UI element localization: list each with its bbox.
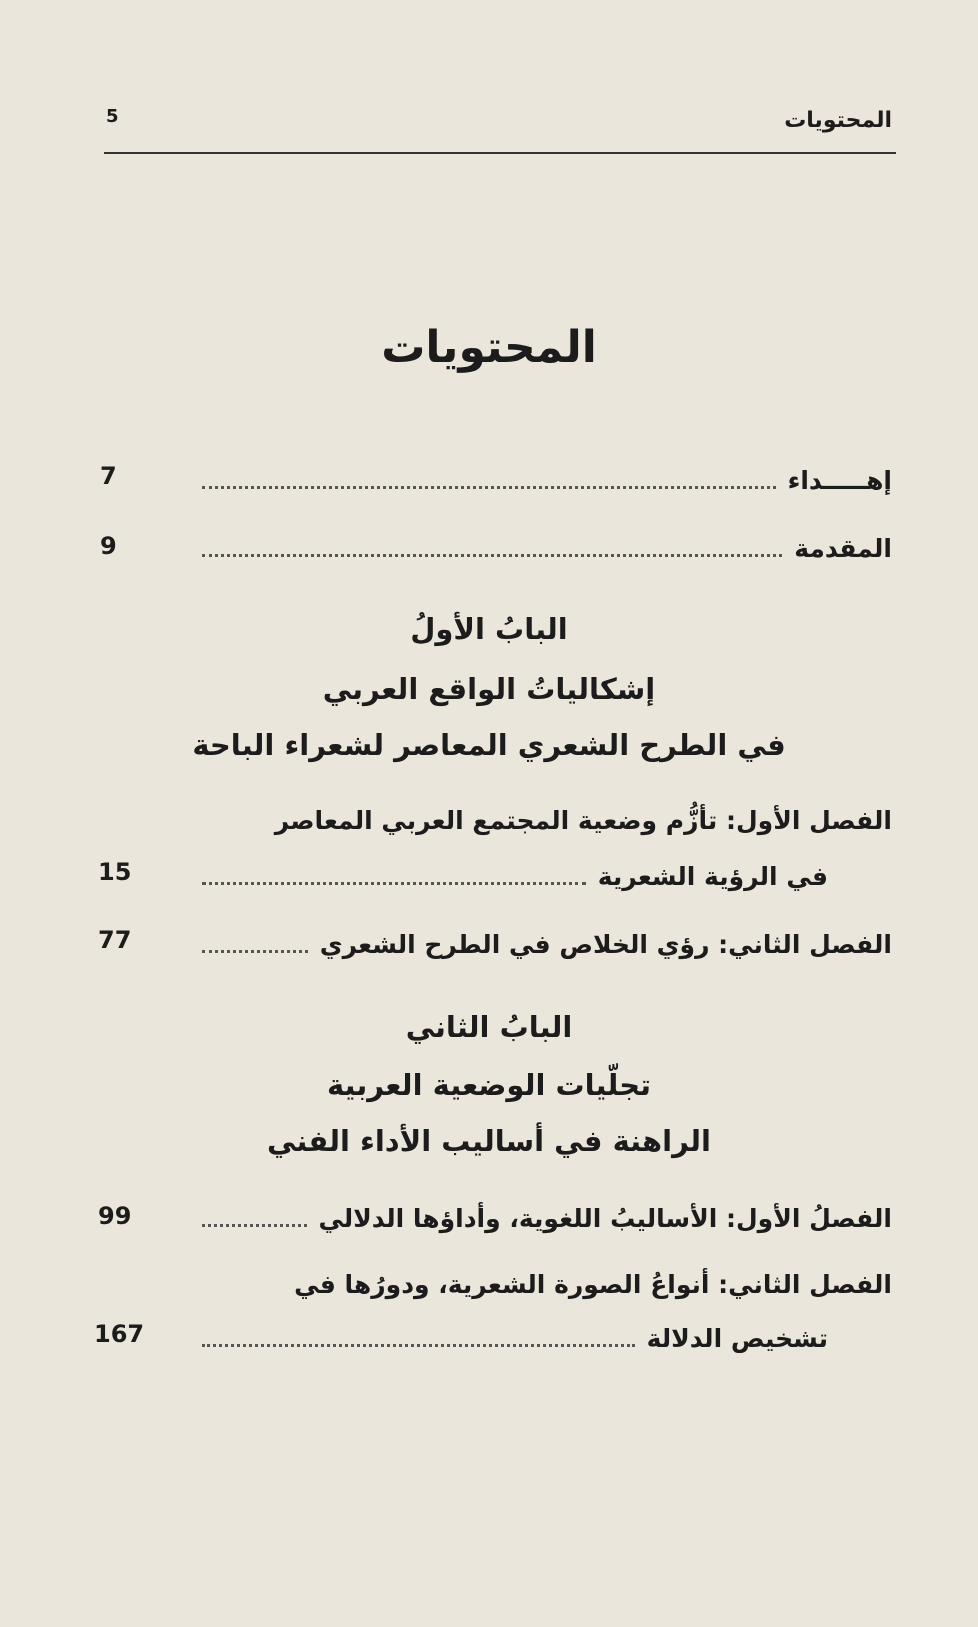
part2-heading: البابُ الثاني	[405, 1010, 573, 1044]
dot-leader	[202, 940, 308, 953]
dot-leader	[202, 1334, 635, 1347]
header-page-number: 5	[106, 106, 119, 127]
toc-entry-label: الفصل الثاني: رؤي الخلاص في الطرح الشعري	[319, 930, 892, 959]
toc-entry-label: في الرؤية الشعرية	[597, 862, 828, 891]
toc-entry-part1-ch1	[190, 862, 828, 891]
running-title: المحتويات	[784, 108, 892, 133]
header-rule	[104, 152, 896, 154]
dot-leader	[202, 872, 586, 885]
toc-page-number: 15	[98, 858, 132, 886]
toc-page-number: 9	[100, 532, 117, 560]
toc-entry-dedication	[190, 466, 892, 495]
dot-leader	[202, 544, 782, 557]
part1-subtitle-2: في الطرح الشعري المعاصر لشعراء الباحة	[192, 728, 786, 762]
part1-heading: البابُ الأولُ	[410, 612, 568, 646]
toc-entry-part2-ch2	[190, 1324, 828, 1353]
toc-entry-label: إهـــــداء	[787, 466, 892, 495]
part1-chapter1-line1: الفصل الأول: تأزُّم وضعية المجتمع العربي المعاصر	[274, 806, 892, 835]
toc-entry-label: الفصلُ الأول: الأساليبُ اللغوية، وأداؤها الدلالي	[318, 1204, 892, 1233]
toc-page-number: 7	[100, 462, 117, 490]
toc-page-number: 77	[98, 926, 132, 954]
toc-entry-label: المقدمة	[794, 534, 892, 563]
toc-entry-label: تشخيص الدلالة	[646, 1324, 828, 1353]
part2-subtitle: تجلّيات الوضعية العربية	[326, 1068, 652, 1102]
dot-leader	[202, 476, 776, 489]
toc-entry-part1-ch2	[190, 930, 892, 959]
dot-leader	[202, 1214, 307, 1227]
part2-subtitle-2: الراهنة في أساليب الأداء الفني	[267, 1124, 711, 1158]
toc-entry-intro	[190, 534, 892, 563]
part2-chapter2-line1: الفصل الثاني: أنواعُ الصورة الشعرية، ودورُها في	[294, 1270, 892, 1299]
toc-entry-part2-ch1	[190, 1204, 892, 1233]
page-title: المحتويات	[381, 322, 597, 373]
part1-subtitle: إشكالياتُ الواقع العربي	[322, 672, 656, 706]
toc-page-number: 167	[94, 1320, 145, 1348]
toc-page-number: 99	[98, 1202, 132, 1230]
